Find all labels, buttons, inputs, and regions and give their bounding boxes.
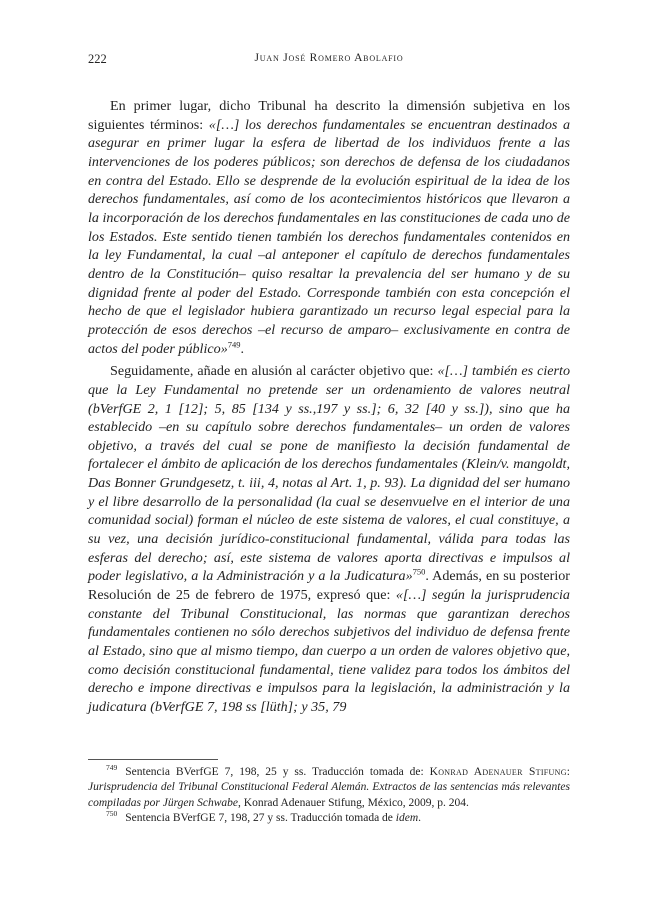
footnote-author: Konrad Adenauer Stifung xyxy=(429,766,567,778)
footnote-text-end: . xyxy=(418,812,422,825)
paragraph-middle: . Además, en su posterior Resolución de 25 de febrero de 1975, expresó que: xyxy=(88,568,570,604)
footnote-divider xyxy=(88,759,218,760)
footnotes xyxy=(88,765,570,827)
paragraph-subjective-dimension xyxy=(88,97,570,358)
quotation-second: «[…] según la jurisprudencia constante del Tribunal Constitucional, las normas que garantizan derechos fundamentales contienen no sólo derechos subjetivos del individuo de defensa frente al Estado, sino que al mismo tiempo, dan cuerpo a un orden de valores objetivo que, como decisión constitucional fundamental, tiene validez para todos los ámbitos del derecho e impone directivas e impulsos para la legislación, la administración y la judicatura (bVerfGE 7, 198 ss [lüth]; y 35, 79 xyxy=(88,587,570,715)
paragraph-lead: En primer lugar, dicho Tribunal ha descrito la dimensión subjetiva en los siguientes términos: xyxy=(88,98,570,133)
paragraph-tail: . xyxy=(240,340,245,357)
footnote-number: 749 xyxy=(106,763,118,773)
running-head: Juan José Romero Abolafio xyxy=(254,52,404,64)
footnote-text: Sentencia BVerfGE 7, 198, 27 y ss. Traducción tomada de xyxy=(125,812,396,825)
body-text xyxy=(88,97,570,717)
footnote-ref-750[interactable]: 750 xyxy=(412,566,426,577)
footnote-colon: : xyxy=(566,766,570,778)
footnote-750 xyxy=(88,811,570,826)
footnote-title: Jurisprudencia del Tribunal Constitucional Federal Alemán. Extractos de las sentencias más relevantes compiladas por Jürgen Schwabe xyxy=(88,781,570,809)
footnote-number: 750 xyxy=(106,809,118,819)
quotation: «[…] los derechos fundamentales se encuentran destinados a asegurar en primer lugar la esfera de libertad de los individuos frente a las intervenciones de los poderes públicos; son derechos de defensa de los ciudadanos en contra del Estado. Ello se desprende de la evolución espiritual de la idea de los derechos fundamentales, así como de los acontecimientos históricos que llevaron a la incorporación de los derechos fundamentales en las constituciones de cada uno de los Estados. Este sentido tienen también los derechos fundamentales contenidos en la ley Fundamental, la cual –al anteponer el capítulo de derechos fundamentales dentro de la Constitución– quiso resaltar la prevalencia del ser humano y de su dignidad frente al poder del Estado. Corresponde también con esta concepción el hecho de que el legislador hubiera garantizado un recurso legal especial para la protección de esos derechos –el recurso de amparo– exclusivamente en contra de actos del poder público» xyxy=(88,116,570,357)
page-number: 222 xyxy=(88,52,107,66)
paragraph-lead: Seguidamente, añade en alusión al carácter objetivo que: xyxy=(110,363,438,380)
quotation: «[…] también es cierto que la Ley Fundamental no pretende ser un ordenamiento de valores neutral (bVerfGE 2, 1 [12]; 5, 85 [134 y ss.,197 y ss.]; 6, 32 [40 y ss.]), sino que ha establecido –en su capítulo sobre derechos fundamentales– un orden de valores objetivo, a través del cual se pone de manifiesto la decisión fundamental de fortalecer el ámbito de aplicación de los derechos fundamentales (Klein/v. mangoldt, Das Bonner Grundgesetz, t. iii, 4, notas al Art. 1, p. 93). La dignidad del ser humano y el libre desarrollo de la personalidad (la cual se desenvuelve en el interior de una comunidad social) forman el núcleo de este sistema de valores, el cual constituye, a su vez, una decisión jurídico-constitucional fundamental, válida para todas las esferas del derecho; así, este sistema de valores aporta directivas e impulsos al poder legislativo, a la Administración y a la Judicatura» xyxy=(88,363,570,585)
footnote-text-end: , Konrad Adenauer Stifung, México, 2009, p. 204. xyxy=(238,796,469,809)
footnote-text: Sentencia BVerfGE 7, 198, 25 y ss. Traducción tomada de: xyxy=(125,766,430,778)
paragraph-objective-character xyxy=(88,362,570,716)
footnote-ref-749[interactable]: 749 xyxy=(227,338,241,349)
footnote-749 xyxy=(88,765,570,811)
footnote-idem: idem xyxy=(395,812,419,825)
page-header xyxy=(88,52,570,70)
